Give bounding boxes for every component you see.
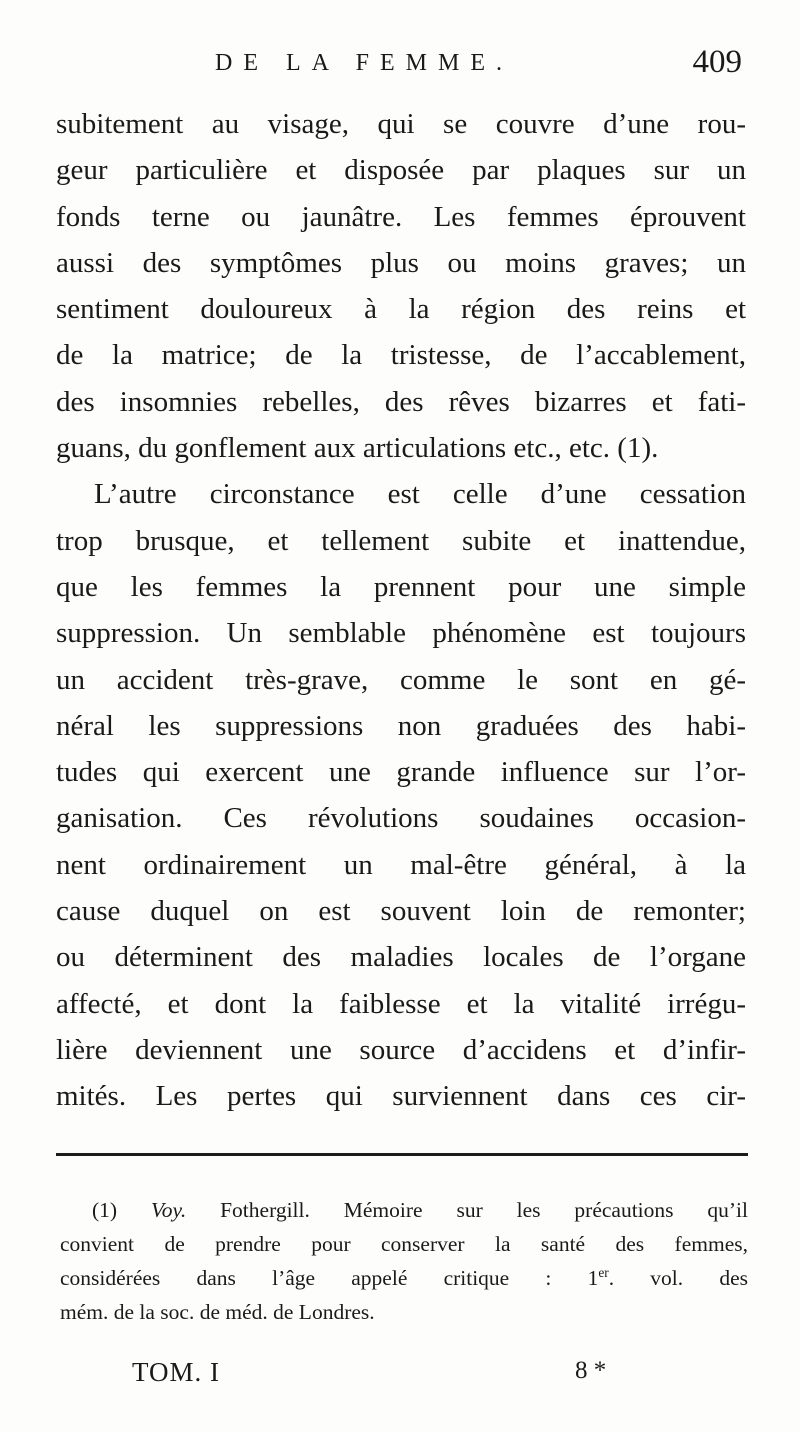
text-line: mités. Les pertes qui surviennent dans ces cir-	[56, 1080, 746, 1113]
text-line: nent ordinairement un mal-être général, à la	[56, 848, 746, 881]
body-text	[56, 101, 746, 1120]
text-line: lière deviennent une source d’accidens et d’infir-	[56, 1033, 746, 1066]
footnote-line	[60, 1261, 748, 1295]
footnote-line: mém. de la soc. de méd. de Londres.	[60, 1300, 375, 1324]
gathering-signature: 8 *	[575, 1357, 607, 1384]
footnote-text: . vol. des	[608, 1266, 749, 1290]
text-line: affecté, et dont la faiblesse et la vitalité irrégu-	[56, 987, 746, 1020]
text-line: fonds terne ou jaunâtre. Les femmes éprouvent	[56, 200, 746, 233]
text-line: des insomnies rebelles, des rêves bizarres et fati-	[56, 385, 746, 418]
footnote-divider	[56, 1153, 748, 1156]
text-line: cause duquel on est souvent loin de remonter;	[56, 895, 746, 928]
footnote-citation: Fothergill. Mémoire sur les précautions qu’il	[220, 1198, 749, 1222]
text-line: ou déterminent des maladies locales de l’organe	[56, 941, 746, 974]
footnote-text: considérées dans l’âge appelé critique : 1	[60, 1266, 599, 1290]
footnote-marker: (1)	[92, 1198, 118, 1222]
footnote-superscript: er	[598, 1264, 609, 1280]
footnote	[60, 1193, 748, 1329]
page-number: 409	[692, 44, 742, 80]
footnote-line: convient de prendre pour conserver la santé des femmes,	[60, 1232, 748, 1256]
text-line: que les femmes la prennent pour une simple	[56, 570, 746, 603]
text-line: suppression. Un semblable phénomène est toujours	[56, 617, 746, 650]
page-footer	[60, 1357, 750, 1397]
text-line: geur particulière et disposée par plaques sur un	[56, 154, 746, 187]
paragraph-start-line: L’autre circonstance est celle d’une cessation	[94, 478, 746, 511]
text-line: néral les suppressions non graduées des habi-	[56, 709, 746, 742]
running-title: DE LA FEMME.	[215, 50, 514, 76]
page-header	[60, 44, 750, 94]
text-line: un accident très-grave, comme le sont en gé-	[56, 663, 746, 696]
text-line: subitement au visage, qui se couvre d’une rou-	[56, 108, 746, 140]
text-line: de la matrice; de la tristesse, de l’accablement,	[56, 339, 746, 372]
footnote-voy: Voy.	[150, 1198, 187, 1222]
text-line: guans, du gonflement aux articulations etc., etc. (1).	[56, 432, 659, 465]
text-line: trop brusque, et tellement subite et inattendue,	[56, 524, 746, 557]
footnote-line	[60, 1193, 748, 1227]
text-line: ganisation. Ces révolutions soudaines occasion-	[56, 802, 746, 835]
text-line: aussi des symptômes plus ou moins graves; un	[56, 246, 746, 279]
text-line: sentiment douloureux à la région des reins et	[56, 293, 746, 326]
text-line: tudes qui exercent une grande influence sur l’or-	[56, 756, 746, 789]
volume-signature: TOM. I	[132, 1357, 221, 1387]
